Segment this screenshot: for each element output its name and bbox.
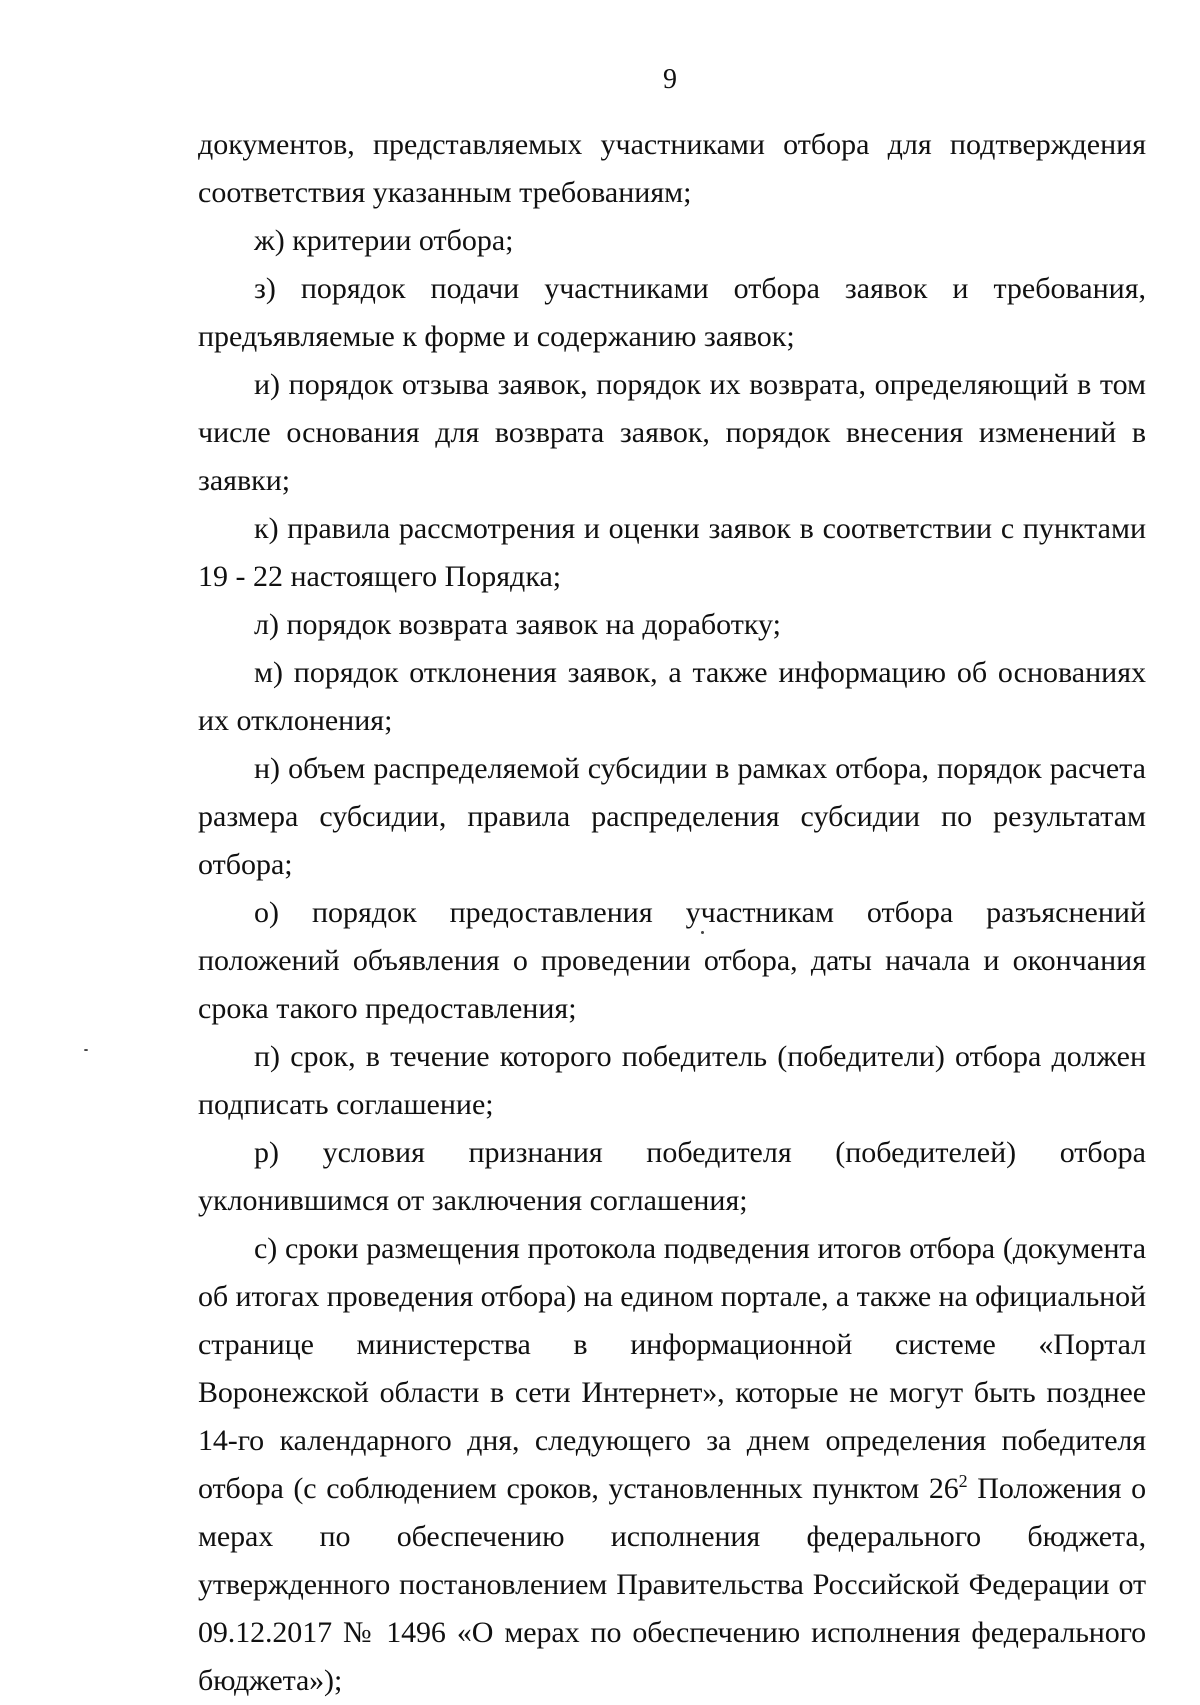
page-number: 9 bbox=[663, 64, 677, 95]
paragraph-item-i: и) порядок отзыва заявок, порядок их возврата, определяющий в том числе основания для возврата заявок, порядок внесения изменений в заявки; bbox=[198, 368, 1146, 497]
paragraph-item-o: о) порядок предоставления участникам отбора разъяснений положений объявления о проведении отбора, даты начала и окончания срока такого предоставления; bbox=[198, 896, 1146, 1025]
scan-speck bbox=[84, 1049, 88, 1051]
paragraph-item-s bbox=[198, 1225, 1146, 1705]
paragraph-item-n: н) объем распределяемой субсидии в рамках отбора, порядок расчета размера субсидии, правила распределения субсидии по результатам отбора; bbox=[198, 752, 1146, 881]
paragraph-item-m: м) порядок отклонения заявок, а также информацию об основаниях их отклонения; bbox=[198, 656, 1146, 737]
document-body bbox=[198, 121, 1146, 1705]
paragraph-item-r: р) условия признания победителя (победителей) отбора уклонившимся от заключения соглашения; bbox=[198, 1136, 1146, 1217]
paragraph-item-p: п) срок, в течение которого победитель (победители) отбора должен подписать соглашение; bbox=[198, 1040, 1146, 1121]
paragraph-item-s-text-after: Положения о мерах по обеспечению исполнения федерального бюджета, утвержденного постановлением Правительства Российской Федерации от 09.12.2017 № 1496 «О мерах по обеспечению исполнения федерального бюджета»); bbox=[198, 1472, 1147, 1697]
paragraph-item-s-text-before: с) сроки размещения протокола подведения итогов отбора (документа об итогах проведения отбора) на едином портале, а также на официальной странице министерства в информационной системе «Портал Воронежской области в сети Интернет», которые не могут быть позднее 14-го календарного дня, следующего за днем определения победителя отбора (с соблюдением сроков, установленных пунктом 26 bbox=[198, 1232, 1146, 1505]
paragraph-item-k: к) правила рассмотрения и оценки заявок в соответствии с пунктами 19 - 22 настоящего Порядка; bbox=[198, 512, 1146, 593]
paragraph-item-l: л) порядок возврата заявок на доработку; bbox=[254, 608, 781, 641]
scan-speck bbox=[701, 931, 704, 934]
paragraph-item-zh: ж) критерии отбора; bbox=[254, 224, 514, 257]
paragraph-continuation: документов, представляемых участниками отбора для подтверждения соответствия указанным требованиям; bbox=[198, 128, 1146, 209]
paragraph-item-z: з) порядок подачи участниками отбора заявок и требования, предъявляемые к форме и содержанию заявок; bbox=[198, 272, 1146, 353]
superscript-number: 2 bbox=[958, 1471, 968, 1491]
